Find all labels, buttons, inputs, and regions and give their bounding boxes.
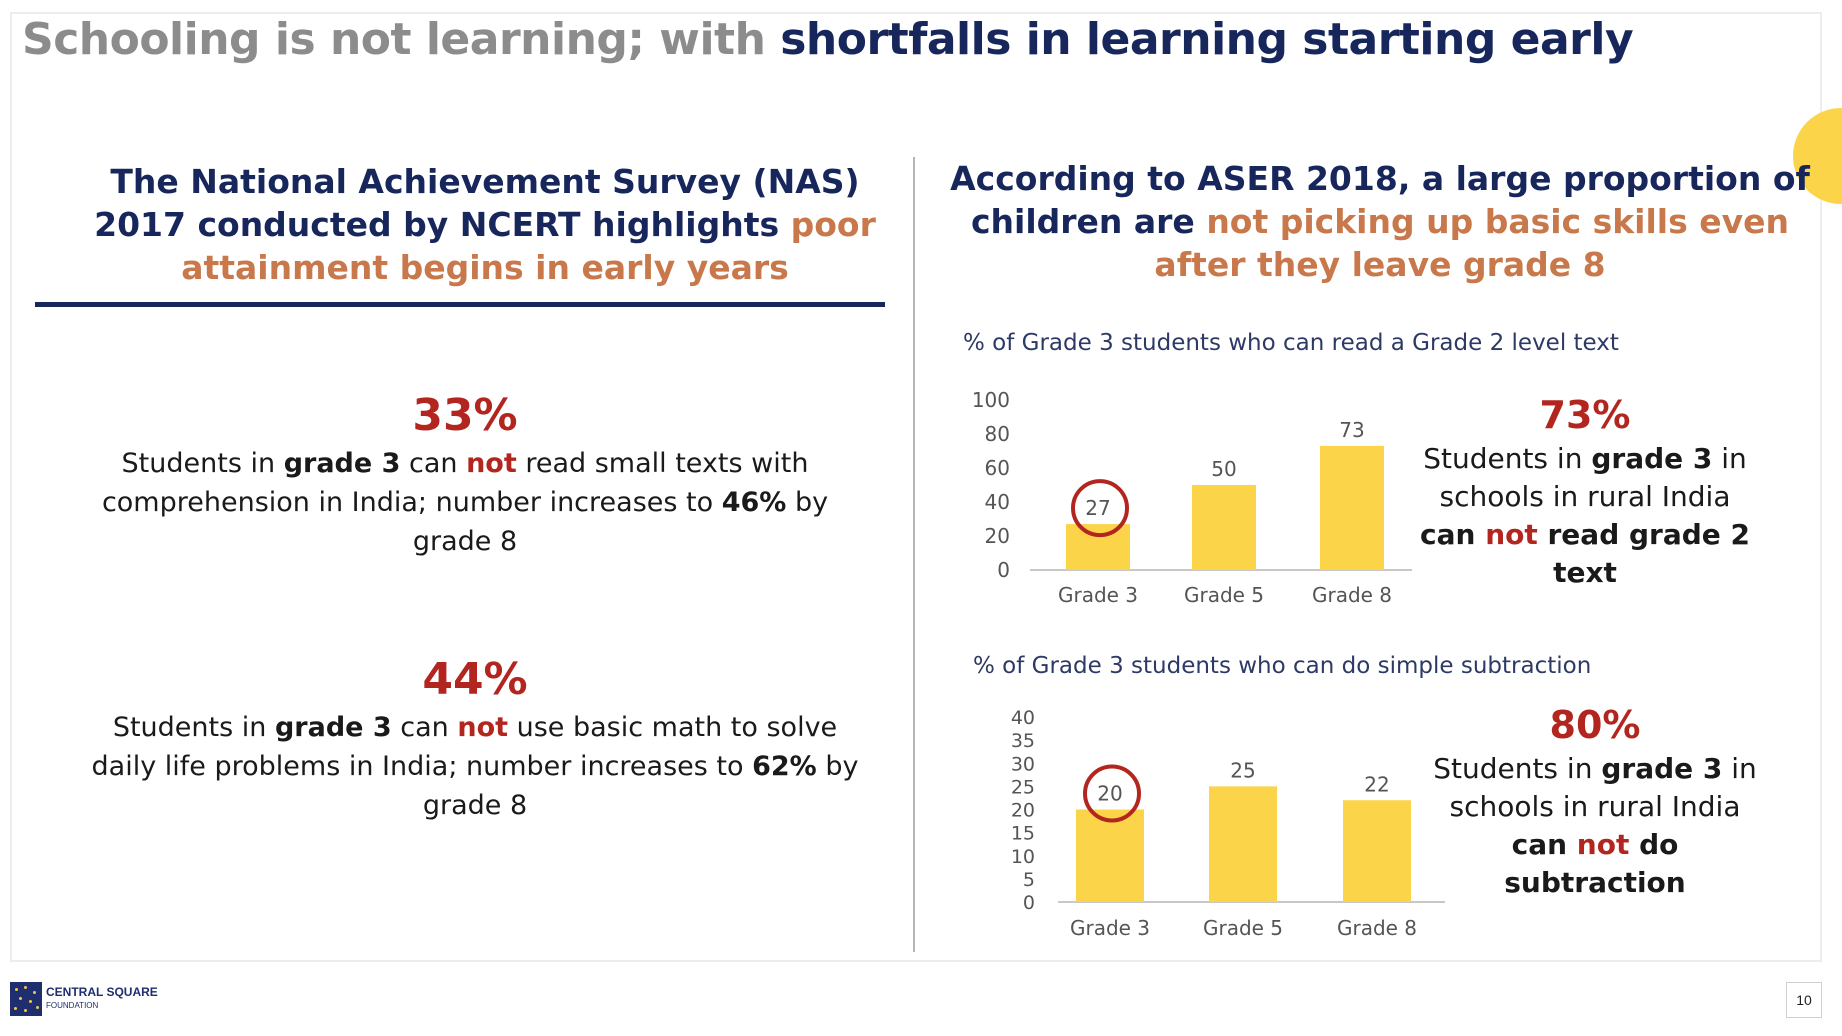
callout-subtraction-text: in schools in rural India <box>1449 752 1757 823</box>
stat-reading-grade: grade 3 <box>283 448 401 479</box>
callout-subtraction-value: 80% <box>1549 703 1641 747</box>
stat-reading-text: by grade 8 <box>412 487 829 557</box>
callout-reading-value: 73% <box>1539 393 1631 437</box>
stat-math-value: 44% <box>422 654 528 705</box>
stat-math-text: can <box>391 712 458 743</box>
stat-math-not: not <box>457 712 509 743</box>
right-heading-text: According to ASER 2018, a large proportion of children are <box>950 159 1810 241</box>
callout-subtraction-grade: grade 3 <box>1601 752 1723 785</box>
chart-subtraction-ytick: 20 <box>1010 799 1035 822</box>
chart-subtraction-bar <box>1343 800 1411 902</box>
callout-reading-skill: read grade 2 text <box>1537 518 1750 589</box>
chart-subtraction-data-label: 22 <box>1364 772 1390 797</box>
page-number: 10 <box>1786 982 1822 1018</box>
left-heading-highlight: poor attainment begins in early years <box>181 205 876 287</box>
chart-reading-bar <box>1192 485 1256 570</box>
callout-subtraction <box>1430 700 1760 902</box>
chart-subtraction-ytick: 30 <box>1010 753 1035 776</box>
callout-reading-can: can <box>1420 518 1486 551</box>
chart-subtraction-category-label: Grade 5 <box>1202 916 1284 940</box>
chart-subtraction-ytick: 35 <box>1010 730 1035 753</box>
stat-math-text: by grade 8 <box>422 751 859 821</box>
chart-reading-bar <box>1320 446 1384 570</box>
chart-reading-category-label: Grade 3 <box>1057 583 1139 607</box>
left-heading-text: The National Achievement Survey (NAS) 2017 conducted by NCERT highlights <box>94 162 860 244</box>
chart-reading-ytick: 20 <box>984 524 1010 548</box>
foundation-logo-icon <box>10 982 42 1016</box>
callout-subtraction-text: Students in <box>1433 752 1602 785</box>
callout-subtraction-skill: do subtraction <box>1504 828 1686 899</box>
chart-reading-data-label: 50 <box>1211 457 1237 481</box>
chart-reading-category-label: Grade 8 <box>1311 583 1393 607</box>
chart-subtraction-ytick: 5 <box>1022 868 1035 891</box>
callout-reading-not: not <box>1485 518 1538 551</box>
chart-subtraction-bar <box>1076 810 1144 903</box>
chart-reading-ytick: 80 <box>984 422 1010 446</box>
chart-subtraction-bar <box>1209 786 1277 902</box>
callout-reading-text: Students in <box>1423 442 1592 475</box>
chart-subtraction-ytick: 40 <box>1010 707 1035 729</box>
stat-reading-not: not <box>466 448 517 479</box>
chart-reading-data-label: 73 <box>1339 417 1365 442</box>
chart-reading-ytick: 100 <box>971 388 1010 412</box>
chart-reading-ytick: 60 <box>984 456 1010 480</box>
stat-reading-text: can <box>400 448 467 479</box>
chart-subtraction-category-label: Grade 8 <box>1336 916 1418 940</box>
slide-title-part2: shortfalls in learning starting early <box>780 14 1634 65</box>
stat-reading-value: 33% <box>412 390 518 441</box>
stat-math-text: Students in <box>112 712 275 743</box>
chart-reading-bar <box>1066 524 1130 570</box>
chart-subtraction-data-label: 20 <box>1097 781 1123 806</box>
callout-reading-grade: grade 3 <box>1591 442 1713 475</box>
callout-subtraction-can: can <box>1511 828 1577 861</box>
logo-line2: FOUNDATION <box>46 1001 99 1010</box>
chart-subtraction-data-label: 25 <box>1230 758 1256 783</box>
callout-reading-text: in schools in rural India <box>1439 442 1747 513</box>
chart-reading-data-label: 27 <box>1085 496 1111 521</box>
callout-reading <box>1420 390 1750 592</box>
chart-subtraction-ytick: 25 <box>1010 776 1035 799</box>
chart-reading-ytick: 0 <box>997 558 1010 582</box>
logo-line1: CENTRAL SQUARE <box>46 985 158 999</box>
stat-math-text: use basic math to solve daily life problems in India; number increases to <box>91 712 838 782</box>
stat-reading-text: Students in <box>121 448 284 479</box>
chart-subtraction-ytick: 0 <box>1022 892 1035 914</box>
chart-subtraction-title: % of Grade 3 students who can do simple subtraction <box>973 653 1592 679</box>
stat-math-grade8-value: 62% <box>752 751 817 782</box>
chart-reading-ytick: 40 <box>984 490 1010 514</box>
chart-subtraction-ytick: 10 <box>1010 845 1035 868</box>
chart-reading-category-label: Grade 5 <box>1183 583 1265 607</box>
chart-subtraction-ytick: 15 <box>1010 822 1035 845</box>
right-heading-highlight: not picking up basic skills even after they leave grade 8 <box>1154 202 1790 284</box>
callout-subtraction-not: not <box>1576 828 1630 861</box>
stat-math-grade: grade 3 <box>274 712 392 743</box>
chart-subtraction-category-label: Grade 3 <box>1069 916 1151 940</box>
stat-reading-text: read small texts with comprehension in India; number increases to <box>101 448 809 518</box>
chart-reading-title: % of Grade 3 students who can read a Grade 2 level text <box>963 330 1619 356</box>
stat-reading-grade8-value: 46% <box>721 487 787 518</box>
foundation-logo-text <box>46 986 158 1012</box>
slide-title-part1: Schooling is not learning; with <box>22 14 781 65</box>
